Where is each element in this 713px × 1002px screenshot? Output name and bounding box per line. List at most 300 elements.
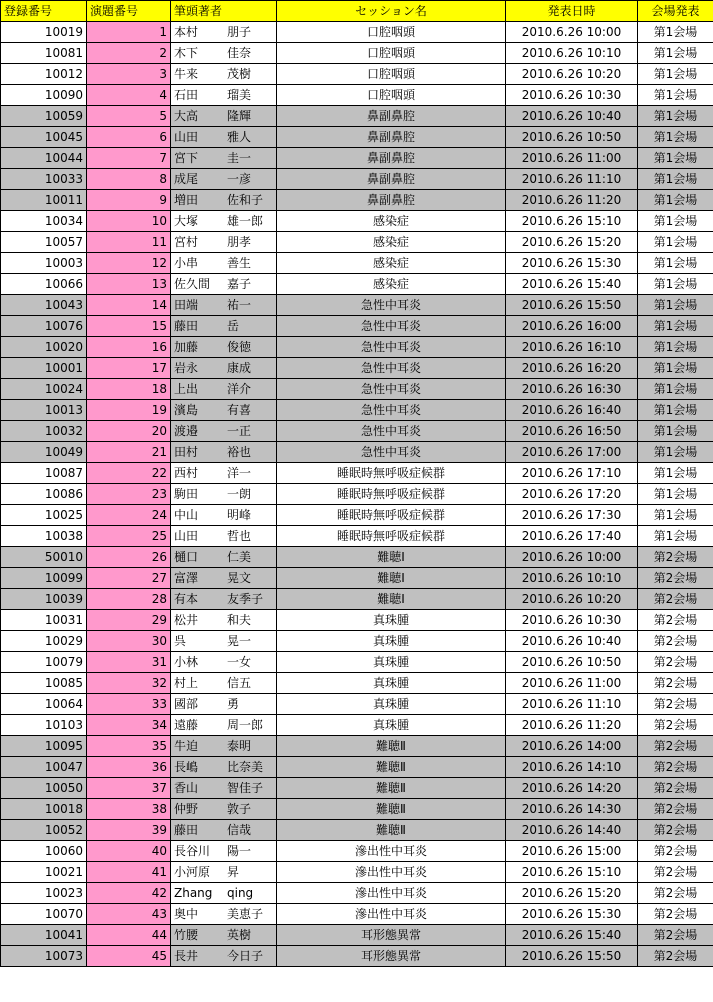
author-given-name: 朋子	[227, 25, 252, 39]
talk-number-cell: 43	[87, 904, 171, 925]
datetime-cell: 2010.6.26 14:20	[506, 778, 638, 799]
session-name-cell: 滲出性中耳炎	[277, 904, 506, 925]
registration-number-cell: 10024	[1, 379, 87, 400]
registration-number-cell: 10031	[1, 610, 87, 631]
venue-cell: 第1会場	[638, 316, 713, 337]
author-given-name: 友季子	[227, 592, 264, 606]
registration-number-cell: 10018	[1, 799, 87, 820]
session-name-cell: 難聴Ⅰ	[277, 568, 506, 589]
author-surname: 増田	[174, 193, 199, 207]
talk-number-cell: 40	[87, 841, 171, 862]
datetime-cell: 2010.6.26 15:40	[506, 274, 638, 295]
registration-number-cell: 10023	[1, 883, 87, 904]
talk-number-cell: 24	[87, 505, 171, 526]
author-surname: 小林	[174, 655, 199, 669]
author-cell	[171, 442, 277, 463]
author-given-name: 勇	[227, 697, 240, 711]
datetime-cell: 2010.6.26 11:20	[506, 190, 638, 211]
datetime-cell: 2010.6.26 11:20	[506, 715, 638, 736]
author-given-name: 洋一	[227, 466, 252, 480]
author-surname: 牛迫	[174, 739, 199, 753]
venue-cell: 第1会場	[638, 64, 713, 85]
table-row	[1, 148, 713, 169]
session-name-cell: 急性中耳炎	[277, 379, 506, 400]
venue-cell: 第2会場	[638, 694, 713, 715]
author-given-name: 智佳子	[227, 781, 264, 795]
venue-cell: 第1会場	[638, 484, 713, 505]
talk-number-cell: 23	[87, 484, 171, 505]
author-cell	[171, 568, 277, 589]
venue-cell: 第2会場	[638, 904, 713, 925]
author-surname: 遠藤	[174, 718, 199, 732]
header-row	[1, 1, 713, 22]
datetime-cell: 2010.6.26 11:10	[506, 169, 638, 190]
talk-number-cell: 21	[87, 442, 171, 463]
author-given-name: 一彦	[227, 172, 252, 186]
session-name-cell: 真珠腫	[277, 673, 506, 694]
venue-cell: 第1会場	[638, 295, 713, 316]
session-name-cell: 感染症	[277, 253, 506, 274]
table-row	[1, 673, 713, 694]
venue-cell: 第1会場	[638, 358, 713, 379]
table-row	[1, 547, 713, 568]
author-given-name: 茂樹	[227, 67, 252, 81]
talk-number-cell: 8	[87, 169, 171, 190]
author-given-name: 信五	[227, 676, 252, 690]
table-row	[1, 85, 713, 106]
author-surname: 長嶋	[174, 760, 199, 774]
registration-number-cell: 10032	[1, 421, 87, 442]
table-row	[1, 610, 713, 631]
author-surname: 仲野	[174, 802, 199, 816]
venue-cell: 第1会場	[638, 379, 713, 400]
author-cell	[171, 232, 277, 253]
table-row	[1, 295, 713, 316]
author-cell	[171, 211, 277, 232]
author-given-name: 一朗	[227, 487, 252, 501]
table-row	[1, 526, 713, 547]
table-row	[1, 400, 713, 421]
registration-number-cell: 10041	[1, 925, 87, 946]
venue-cell: 第2会場	[638, 862, 713, 883]
author-cell	[171, 778, 277, 799]
table-row	[1, 862, 713, 883]
venue-cell: 第1会場	[638, 505, 713, 526]
author-given-name: 晃一	[227, 634, 252, 648]
author-given-name: 嘉子	[227, 277, 252, 291]
table-row	[1, 799, 713, 820]
author-cell	[171, 883, 277, 904]
datetime-cell: 2010.6.26 16:50	[506, 421, 638, 442]
session-name-cell: 口腔咽頭	[277, 64, 506, 85]
talk-number-cell: 11	[87, 232, 171, 253]
author-cell	[171, 652, 277, 673]
author-surname: 加藤	[174, 340, 199, 354]
venue-cell: 第1会場	[638, 463, 713, 484]
author-given-name: 信哉	[227, 823, 252, 837]
author-given-name: 一正	[227, 424, 252, 438]
venue-cell: 第2会場	[638, 883, 713, 904]
datetime-cell: 2010.6.26 15:00	[506, 841, 638, 862]
registration-number-cell: 10066	[1, 274, 87, 295]
registration-number-cell: 10019	[1, 22, 87, 43]
venue-cell: 第1会場	[638, 106, 713, 127]
author-cell	[171, 820, 277, 841]
registration-number-cell: 10081	[1, 43, 87, 64]
author-cell	[171, 673, 277, 694]
author-given-name: 瑠美	[227, 88, 252, 102]
author-cell	[171, 85, 277, 106]
author-given-name: qing	[227, 886, 254, 900]
author-surname: 藤田	[174, 823, 199, 837]
session-name-cell: 口腔咽頭	[277, 85, 506, 106]
session-name-cell: 滲出性中耳炎	[277, 862, 506, 883]
session-name-cell: 感染症	[277, 274, 506, 295]
datetime-cell: 2010.6.26 15:20	[506, 232, 638, 253]
author-given-name: 雅人	[227, 130, 252, 144]
author-given-name: 今日子	[227, 949, 264, 963]
registration-number-cell: 10038	[1, 526, 87, 547]
author-cell	[171, 106, 277, 127]
venue-cell: 第1会場	[638, 22, 713, 43]
venue-cell: 第2会場	[638, 799, 713, 820]
session-name-cell: 真珠腫	[277, 715, 506, 736]
author-surname: Zhang	[174, 886, 213, 900]
datetime-cell: 2010.6.26 17:30	[506, 505, 638, 526]
datetime-cell: 2010.6.26 16:00	[506, 316, 638, 337]
datetime-cell: 2010.6.26 10:40	[506, 106, 638, 127]
table-row	[1, 379, 713, 400]
datetime-cell: 2010.6.26 15:20	[506, 883, 638, 904]
datetime-cell: 2010.6.26 10:30	[506, 85, 638, 106]
author-given-name: 一女	[227, 655, 252, 669]
table-row	[1, 463, 713, 484]
author-cell	[171, 190, 277, 211]
registration-number-cell: 10020	[1, 337, 87, 358]
session-name-cell: 難聴Ⅱ	[277, 778, 506, 799]
table-row	[1, 757, 713, 778]
datetime-cell: 2010.6.26 15:10	[506, 862, 638, 883]
header-session-name: セッション名	[277, 1, 506, 22]
talk-number-cell: 38	[87, 799, 171, 820]
author-cell	[171, 337, 277, 358]
venue-cell: 第1会場	[638, 253, 713, 274]
author-given-name: 善生	[227, 256, 252, 270]
registration-number-cell: 10001	[1, 358, 87, 379]
session-name-cell: 鼻副鼻腔	[277, 106, 506, 127]
datetime-cell: 2010.6.26 17:20	[506, 484, 638, 505]
author-cell	[171, 946, 277, 967]
talk-number-cell: 6	[87, 127, 171, 148]
session-name-cell: 急性中耳炎	[277, 358, 506, 379]
talk-number-cell: 34	[87, 715, 171, 736]
talk-number-cell: 9	[87, 190, 171, 211]
author-cell	[171, 925, 277, 946]
session-name-cell: 口腔咽頭	[277, 22, 506, 43]
registration-number-cell: 10043	[1, 295, 87, 316]
author-surname: 牛来	[174, 67, 199, 81]
author-given-name: 康成	[227, 361, 252, 375]
session-name-cell: 難聴Ⅱ	[277, 820, 506, 841]
venue-cell: 第1会場	[638, 274, 713, 295]
datetime-cell: 2010.6.26 11:10	[506, 694, 638, 715]
registration-number-cell: 10099	[1, 568, 87, 589]
table-row	[1, 232, 713, 253]
author-cell	[171, 862, 277, 883]
datetime-cell: 2010.6.26 10:10	[506, 568, 638, 589]
registration-number-cell: 10085	[1, 673, 87, 694]
talk-number-cell: 39	[87, 820, 171, 841]
session-name-cell: 難聴Ⅰ	[277, 589, 506, 610]
author-surname: 田端	[174, 298, 199, 312]
datetime-cell: 2010.6.26 15:30	[506, 253, 638, 274]
session-name-cell: 急性中耳炎	[277, 316, 506, 337]
session-name-cell: 睡眠時無呼吸症候群	[277, 484, 506, 505]
datetime-cell: 2010.6.26 15:10	[506, 211, 638, 232]
header-first-author: 筆頭著者	[171, 1, 277, 22]
author-surname: 竹腰	[174, 928, 199, 942]
author-surname: 富澤	[174, 571, 199, 585]
author-surname: 山田	[174, 130, 199, 144]
venue-cell: 第1会場	[638, 421, 713, 442]
venue-cell: 第2会場	[638, 736, 713, 757]
author-cell	[171, 148, 277, 169]
venue-cell: 第2会場	[638, 820, 713, 841]
registration-number-cell: 10073	[1, 946, 87, 967]
venue-cell: 第2会場	[638, 673, 713, 694]
venue-cell: 第2会場	[638, 652, 713, 673]
session-name-cell: 鼻副鼻腔	[277, 190, 506, 211]
session-name-cell: 急性中耳炎	[277, 337, 506, 358]
author-surname: 大塚	[174, 214, 199, 228]
registration-number-cell: 10059	[1, 106, 87, 127]
author-surname: 國部	[174, 697, 199, 711]
registration-number-cell: 10049	[1, 442, 87, 463]
table-row	[1, 169, 713, 190]
registration-number-cell: 10045	[1, 127, 87, 148]
venue-cell: 第1会場	[638, 442, 713, 463]
author-cell	[171, 253, 277, 274]
author-cell	[171, 799, 277, 820]
talk-number-cell: 30	[87, 631, 171, 652]
session-name-cell: 耳形態異常	[277, 925, 506, 946]
talk-number-cell: 35	[87, 736, 171, 757]
registration-number-cell: 10086	[1, 484, 87, 505]
datetime-cell: 2010.6.26 17:40	[506, 526, 638, 547]
table-row	[1, 778, 713, 799]
author-given-name: 昇	[227, 865, 240, 879]
registration-number-cell: 10050	[1, 778, 87, 799]
author-surname: 岩永	[174, 361, 199, 375]
author-surname: 長谷川	[174, 844, 211, 858]
session-name-cell: 難聴Ⅱ	[277, 736, 506, 757]
table-row	[1, 505, 713, 526]
table-row	[1, 841, 713, 862]
talk-number-cell: 4	[87, 85, 171, 106]
table-row	[1, 484, 713, 505]
session-name-cell: 睡眠時無呼吸症候群	[277, 526, 506, 547]
author-cell	[171, 400, 277, 421]
table-row	[1, 694, 713, 715]
registration-number-cell: 10052	[1, 820, 87, 841]
registration-number-cell: 10103	[1, 715, 87, 736]
datetime-cell: 2010.6.26 15:40	[506, 925, 638, 946]
talk-number-cell: 17	[87, 358, 171, 379]
venue-cell: 第2会場	[638, 757, 713, 778]
table-row	[1, 736, 713, 757]
author-surname: 佐久間	[174, 277, 211, 291]
session-name-cell: 滲出性中耳炎	[277, 883, 506, 904]
datetime-cell: 2010.6.26 14:00	[506, 736, 638, 757]
talk-number-cell: 15	[87, 316, 171, 337]
datetime-cell: 2010.6.26 10:10	[506, 43, 638, 64]
table-row	[1, 904, 713, 925]
session-name-cell: 真珠腫	[277, 631, 506, 652]
session-name-cell: 感染症	[277, 232, 506, 253]
talk-number-cell: 14	[87, 295, 171, 316]
table-row	[1, 253, 713, 274]
datetime-cell: 2010.6.26 14:10	[506, 757, 638, 778]
registration-number-cell: 10057	[1, 232, 87, 253]
author-cell	[171, 694, 277, 715]
author-surname: 宮下	[174, 151, 199, 165]
venue-cell: 第2会場	[638, 715, 713, 736]
talk-number-cell: 27	[87, 568, 171, 589]
venue-cell: 第2会場	[638, 568, 713, 589]
author-cell	[171, 547, 277, 568]
table-row	[1, 652, 713, 673]
author-cell	[171, 526, 277, 547]
registration-number-cell: 10003	[1, 253, 87, 274]
talk-number-cell: 12	[87, 253, 171, 274]
datetime-cell: 2010.6.26 16:40	[506, 400, 638, 421]
talk-number-cell: 22	[87, 463, 171, 484]
talk-number-cell: 29	[87, 610, 171, 631]
datetime-cell: 2010.6.26 10:00	[506, 547, 638, 568]
author-surname: 本村	[174, 25, 199, 39]
author-cell	[171, 421, 277, 442]
venue-cell: 第1会場	[638, 148, 713, 169]
author-cell	[171, 736, 277, 757]
author-cell	[171, 22, 277, 43]
registration-number-cell: 50010	[1, 547, 87, 568]
author-surname: 樋口	[174, 550, 199, 564]
author-given-name: 佳奈	[227, 46, 252, 60]
session-name-cell: 難聴Ⅰ	[277, 547, 506, 568]
datetime-cell: 2010.6.26 15:50	[506, 946, 638, 967]
venue-cell: 第2会場	[638, 778, 713, 799]
registration-number-cell: 10076	[1, 316, 87, 337]
talk-number-cell: 7	[87, 148, 171, 169]
datetime-cell: 2010.6.26 17:00	[506, 442, 638, 463]
venue-cell: 第1会場	[638, 190, 713, 211]
venue-cell: 第2会場	[638, 925, 713, 946]
session-name-cell: 睡眠時無呼吸症候群	[277, 505, 506, 526]
header-talk-number: 演題番号	[87, 1, 171, 22]
author-given-name: 祐一	[227, 298, 252, 312]
author-cell	[171, 316, 277, 337]
author-given-name: 雄一郎	[227, 214, 264, 228]
author-cell	[171, 841, 277, 862]
author-surname: 田村	[174, 445, 199, 459]
table-row	[1, 43, 713, 64]
venue-cell: 第1会場	[638, 85, 713, 106]
venue-cell: 第2会場	[638, 631, 713, 652]
author-given-name: 圭一	[227, 151, 252, 165]
table-row	[1, 589, 713, 610]
talk-number-cell: 28	[87, 589, 171, 610]
venue-cell: 第1会場	[638, 211, 713, 232]
table-row	[1, 64, 713, 85]
table-row	[1, 22, 713, 43]
author-given-name: 裕也	[227, 445, 252, 459]
author-cell	[171, 274, 277, 295]
session-name-cell: 真珠腫	[277, 694, 506, 715]
datetime-cell: 2010.6.26 10:20	[506, 589, 638, 610]
datetime-cell: 2010.6.26 10:20	[506, 64, 638, 85]
datetime-cell: 2010.6.26 10:40	[506, 631, 638, 652]
session-name-cell: 真珠腫	[277, 652, 506, 673]
session-name-cell: 真珠腫	[277, 610, 506, 631]
registration-number-cell: 10090	[1, 85, 87, 106]
author-cell	[171, 379, 277, 400]
session-name-cell: 鼻副鼻腔	[277, 127, 506, 148]
author-cell	[171, 484, 277, 505]
author-given-name: 隆輝	[227, 109, 252, 123]
registration-number-cell: 10012	[1, 64, 87, 85]
talk-number-cell: 10	[87, 211, 171, 232]
author-surname: 大高	[174, 109, 199, 123]
talk-number-cell: 3	[87, 64, 171, 85]
author-surname: 奥中	[174, 907, 199, 921]
author-surname: 呉	[174, 634, 187, 648]
datetime-cell: 2010.6.26 16:10	[506, 337, 638, 358]
registration-number-cell: 10047	[1, 757, 87, 778]
venue-cell: 第2会場	[638, 610, 713, 631]
table-row	[1, 568, 713, 589]
talk-number-cell: 36	[87, 757, 171, 778]
author-surname: 成尾	[174, 172, 199, 186]
table-row	[1, 274, 713, 295]
author-surname: 小河原	[174, 865, 211, 879]
registration-number-cell: 10095	[1, 736, 87, 757]
registration-number-cell: 10044	[1, 148, 87, 169]
author-given-name: 佐和子	[227, 193, 264, 207]
author-surname: 有本	[174, 592, 199, 606]
session-name-cell: 急性中耳炎	[277, 442, 506, 463]
table-row	[1, 337, 713, 358]
table-row	[1, 715, 713, 736]
author-surname: 上出	[174, 382, 199, 396]
venue-cell: 第1会場	[638, 526, 713, 547]
author-given-name: 朋孝	[227, 235, 252, 249]
session-name-cell: 難聴Ⅱ	[277, 757, 506, 778]
talk-number-cell: 19	[87, 400, 171, 421]
registration-number-cell: 10060	[1, 841, 87, 862]
table-row	[1, 820, 713, 841]
talk-number-cell: 20	[87, 421, 171, 442]
session-name-cell: 睡眠時無呼吸症候群	[277, 463, 506, 484]
author-surname: 松井	[174, 613, 199, 627]
table-row	[1, 925, 713, 946]
datetime-cell: 2010.6.26 15:30	[506, 904, 638, 925]
datetime-cell: 2010.6.26 10:50	[506, 127, 638, 148]
venue-cell: 第2会場	[638, 547, 713, 568]
author-cell	[171, 43, 277, 64]
author-given-name: 洋介	[227, 382, 252, 396]
author-cell	[171, 505, 277, 526]
session-name-cell: 耳形態異常	[277, 946, 506, 967]
